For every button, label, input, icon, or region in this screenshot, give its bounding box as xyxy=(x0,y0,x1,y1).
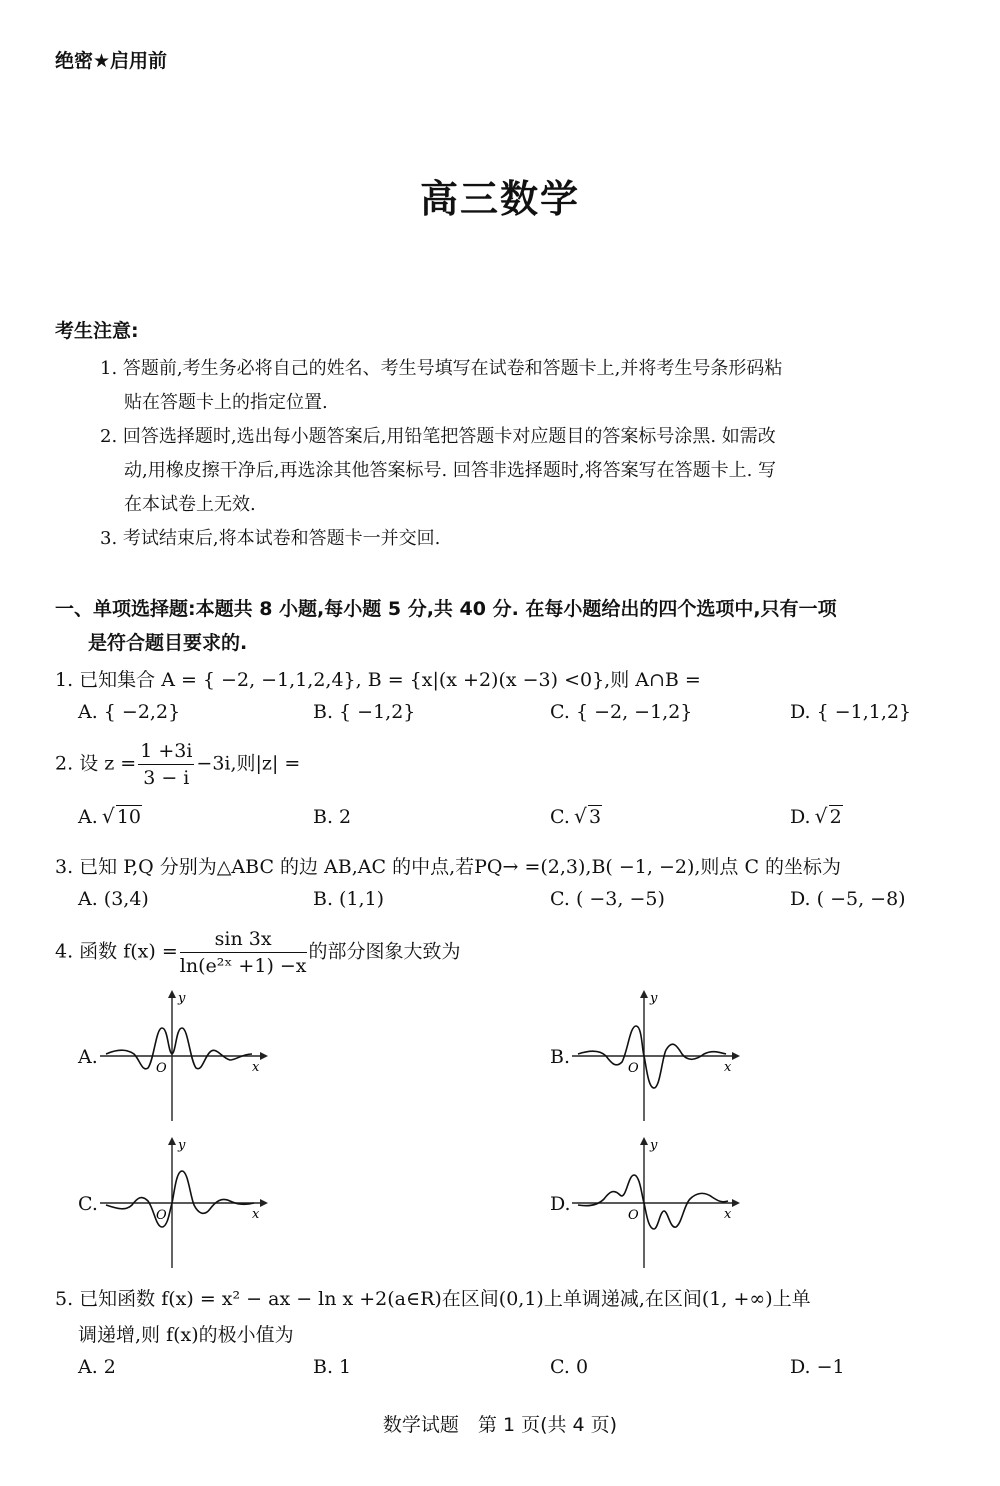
confidential-label: 绝密★启用前 xyxy=(55,50,168,72)
q2-option-c-radicand: 3 xyxy=(588,806,602,828)
q4-graph-b xyxy=(572,988,742,1123)
y-axis-label: y xyxy=(650,991,658,1006)
q5-option-d: D. −1 xyxy=(790,1356,845,1378)
x-axis-label: x xyxy=(724,1060,732,1075)
y-axis-label: y xyxy=(650,1138,658,1153)
q4-option-c-label: C. xyxy=(78,1193,98,1215)
q3-option-d: D. ( −5, −8) xyxy=(790,888,906,910)
y-axis-label: y xyxy=(178,1138,186,1153)
section-heading: 一、单项选择题:本题共 8 小题,每小题 5 分,共 40 分. 在每小题给出的四个选项中,只有一项 xyxy=(55,598,837,620)
question-5-stem-cont: 调递增,则 f(x)的极小值为 xyxy=(78,1324,294,1346)
q4-graph-d xyxy=(572,1135,742,1270)
q2-option-d-radicand: 2 xyxy=(829,806,842,828)
q4-graph-a xyxy=(100,988,270,1123)
x-axis-label: x xyxy=(252,1060,260,1075)
q2-fraction xyxy=(138,738,194,791)
q4-graph-c xyxy=(100,1135,270,1270)
q5-option-a: A. 2 xyxy=(78,1356,116,1378)
page-title: 高三数学 xyxy=(419,177,580,221)
q4-numerator: sin 3x xyxy=(180,926,307,953)
q4-option-a-label: A. xyxy=(78,1046,98,1068)
notice-heading: 考生注意: xyxy=(55,320,139,342)
q5-option-c: C. 0 xyxy=(550,1356,589,1378)
q4-option-d-label: D. xyxy=(550,1193,571,1215)
origin-label: O xyxy=(156,1208,167,1223)
notice-line: 贴在答题卡上的指定位置. xyxy=(124,392,328,413)
notice-line: 3. 考试结束后,将本试卷和答题卡一并交回. xyxy=(100,528,441,549)
notice-line: 1. 答题前,考生务必将自己的姓名、考生号填写在试卷和答题卡上,并将考生号条形码粘 xyxy=(100,358,783,379)
question-2-stem xyxy=(55,738,300,791)
x-axis-label: x xyxy=(724,1207,732,1222)
q4-option-b-label: B. xyxy=(550,1046,571,1068)
q2-numerator: 1 +3i xyxy=(138,738,194,765)
q2-option-b: B. 2 xyxy=(313,806,352,828)
origin-label: O xyxy=(628,1061,639,1076)
q2-option-d: D. √ 2 xyxy=(790,806,843,828)
section-heading-cont: 是符合题目要求的. xyxy=(88,632,248,654)
q1-option-a: A. { −2,2} xyxy=(78,701,181,723)
q3-option-c: C. ( −3, −5) xyxy=(550,888,665,910)
q4-fraction xyxy=(180,926,307,979)
q4-denominator: ln(e²ˣ +1) −x xyxy=(179,955,307,977)
notice-line: 2. 回答选择题时,选出每小题答案后,用铅笔把答题卡对应题目的答案标号涂黑. 如需改 xyxy=(100,426,776,447)
question-1-stem: 1. 已知集合 A = { −2, −1,1,2,4}, B = {x|(x +2)(x −3) <0},则 A∩B = xyxy=(55,669,701,691)
q3-option-a: A. (3,4) xyxy=(78,888,149,910)
q2-option-a: A. √ 10 xyxy=(78,806,142,828)
q2-prefix: 2. 设 z = xyxy=(55,752,137,775)
x-axis-label: x xyxy=(252,1207,260,1222)
q2-suffix: −3i,则|z| = xyxy=(196,752,301,775)
notice-line: 动,用橡皮擦干净后,再选涂其他答案标号. 回答非选择题时,将答案写在答题卡上. 写 xyxy=(124,460,777,481)
q2-denominator: 3 − i xyxy=(143,767,190,789)
y-axis-label: y xyxy=(178,991,186,1006)
page-footer: 数学试题 第 1 页(共 4 页) xyxy=(382,1414,618,1436)
q2-option-a-radicand: 10 xyxy=(116,806,141,828)
q1-option-c: C. { −2, −1,2} xyxy=(550,701,693,723)
question-4-stem xyxy=(55,926,461,979)
q2-option-c: C. √ 3 xyxy=(550,806,602,828)
origin-label: O xyxy=(156,1061,167,1076)
q4-prefix: 4. 函数 f(x) = xyxy=(55,940,178,963)
notice-line: 在本试卷上无效. xyxy=(124,494,256,515)
q4-suffix: 的部分图象大致为 xyxy=(308,940,461,963)
question-5-stem: 5. 已知函数 f(x) = x² − ax − ln x +2(a∈R)在区间(0,1)上单调递减,在区间(1, +∞)上单 xyxy=(55,1288,811,1310)
q3-option-b: B. (1,1) xyxy=(313,888,385,910)
question-3-stem: 3. 已知 P,Q 分别为△ABC 的边 AB,AC 的中点,若PQ→ =(2,3),B( −1, −2),则点 C 的坐标为 xyxy=(55,856,842,878)
q1-option-b: B. { −1,2} xyxy=(313,701,416,723)
q1-option-d: D. { −1,1,2} xyxy=(790,701,912,723)
origin-label: O xyxy=(628,1208,639,1223)
q5-option-b: B. 1 xyxy=(313,1356,352,1378)
